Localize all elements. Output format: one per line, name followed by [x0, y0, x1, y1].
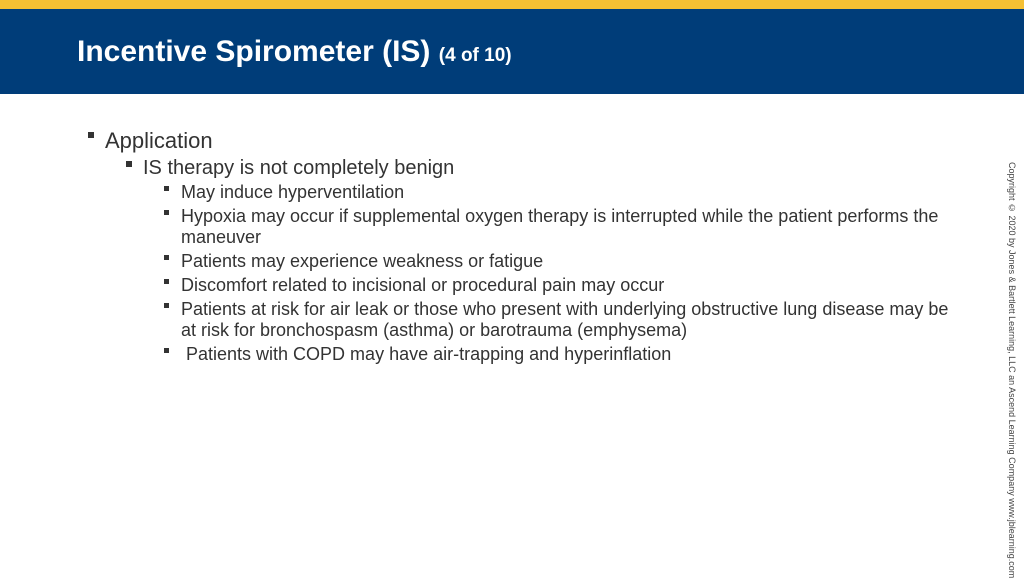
square-bullet-icon [164, 210, 169, 215]
bullet-text: Patients with COPD may have air-trapping and hyperinflation [181, 344, 672, 364]
bullet-text: Discomfort related to incisional or procedural pain may occur [181, 275, 665, 295]
bullet-list-level-3 [164, 182, 954, 368]
square-bullet-icon [164, 255, 169, 260]
bullet-text: Application [105, 128, 213, 153]
square-bullet-icon [88, 132, 94, 138]
list-item [164, 251, 954, 272]
list-item [164, 344, 954, 365]
list-item [164, 275, 954, 296]
square-bullet-icon [126, 161, 132, 167]
bullet-level-1 [88, 128, 213, 154]
list-item [164, 206, 954, 248]
slide-title-text: Incentive Spirometer (IS) [77, 35, 431, 68]
square-bullet-icon [164, 186, 169, 191]
bullet-level-2 [126, 156, 454, 180]
bullet-text: Patients at risk for air leak or those who present with underlying obstructive lung disease may be at risk for bronchospasm (asthma) or barotrauma (emphysema) [181, 299, 949, 340]
bullet-text: May induce hyperventilation [181, 182, 405, 202]
bullet-text: Hypoxia may occur if supplemental oxygen therapy is interrupted while the patient performs the maneuver [181, 206, 939, 247]
square-bullet-icon [164, 279, 169, 284]
bullet-text: Patients may experience weakness or fatigue [181, 251, 544, 271]
slide-counter: (4 of 10) [438, 45, 512, 66]
list-item [164, 299, 954, 341]
square-bullet-icon [164, 303, 169, 308]
bullet-text: IS therapy is not completely benign [143, 157, 455, 179]
square-bullet-icon [164, 348, 169, 353]
list-item [164, 182, 954, 203]
copyright-notice: Copyright © 2020 by Jones & Bartlett Learning, LLC an Ascend Learning Company www.jblearning.com [1007, 162, 1017, 578]
